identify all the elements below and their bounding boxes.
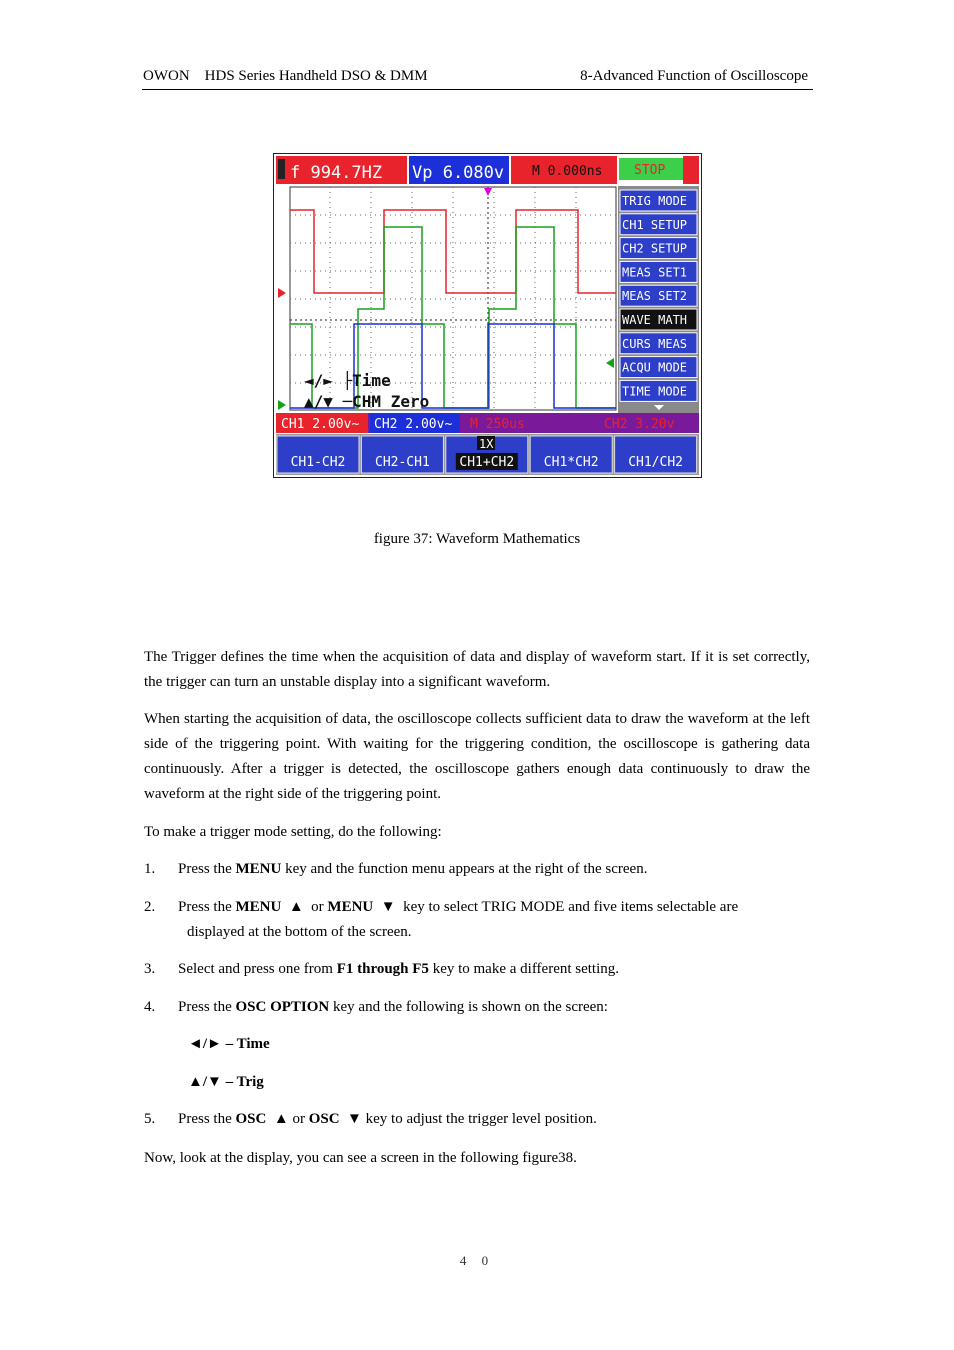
step-number: 2. [144, 899, 156, 915]
page-number: 4 0 [459, 1253, 495, 1268]
step-text: key to make a different setting. [428, 961, 620, 977]
step-text: Press the [178, 861, 236, 877]
oscilloscope-screen [273, 153, 702, 478]
header-left: OWON HDS Series Handheld DSO & DMM [143, 68, 428, 84]
timebase: M 250us [470, 417, 525, 432]
key-menu: MENU [235, 899, 282, 915]
step-text: key and the following is shown on the screen: [329, 999, 608, 1015]
menu-item-time-mode[interactable]: TIME MODE [622, 384, 688, 399]
key-osc: OSC [308, 1111, 340, 1127]
header-rule [142, 89, 813, 90]
paragraph-acquisition: When starting the acquisition of data, the oscilloscope collects sufficient data to draw the waveform at the left side of the triggering point. With waiting for the triggering condition, the oscilloscope is gathering data continuously. After a trigger is detected, the oscilloscope gathers enough data continuously to draw the waveform at the right side of the triggering point. [144, 711, 810, 802]
scope-svg [274, 154, 701, 477]
step-text: Press the [178, 1111, 236, 1127]
softkey-ch1-ch2[interactable]: CH1-CH2 [290, 455, 346, 470]
softkey-bar [276, 434, 699, 475]
step-number: 3. [144, 961, 156, 977]
step-number: 4. [144, 999, 156, 1015]
vp-readout: Vp 6.080v [412, 163, 505, 183]
menu-item-meas-set2[interactable]: MEAS SET2 [622, 289, 688, 304]
key-osc-option: OSC OPTION [235, 999, 330, 1015]
paragraph-trigger-definition: The Trigger defines the time when the acquisition of data and display of waveform start. If it is set correctly, the trigger can turn an unstable display into a significant waveform. [144, 649, 810, 690]
key-menu: MENU [235, 861, 282, 877]
step-number: 1. [144, 861, 156, 877]
hint-time: ◄/► ├Time [304, 371, 391, 390]
math-ground-marker [278, 400, 286, 410]
step-text: key and the function menu appears at the right of the screen. [281, 861, 648, 877]
ch1-scale: CH1 2.00v~ [281, 417, 360, 432]
trigger-level: CH2 3.20v [604, 417, 675, 432]
menu-item-meas-set1[interactable]: MEAS SET1 [622, 265, 688, 280]
timepos-readout: M 0.000ns [532, 164, 603, 179]
step-text: Press the [178, 899, 236, 915]
step-2-continued: displayed at the bottom of the screen. [187, 924, 412, 940]
header-right: 8-Advanced Function of Oscilloscope [580, 68, 808, 84]
hint-chm-zero: ▲/▼ ─CHM Zero [304, 392, 430, 411]
step-text: ▼ key to select TRIG MODE and five items selectable are [373, 899, 739, 915]
figure-caption: figure 37: Waveform Mathematics [373, 531, 581, 547]
menu-item-wave-math[interactable]: WAVE MATH [622, 313, 688, 327]
option-trig: ▲/▼ – Trig [188, 1074, 264, 1090]
function-menu [618, 186, 699, 413]
step-text: Press the [178, 999, 236, 1015]
step-text: ▲ or [266, 1111, 309, 1127]
menu-item-trig-mode[interactable]: TRIG MODE [622, 194, 688, 208]
option-time: ◄/► – Time [188, 1036, 270, 1052]
zoom-label: 1X [479, 437, 494, 451]
softkey-ch1-ch2[interactable]: CH1/CH2 [628, 455, 683, 470]
battery-icon [278, 159, 285, 179]
softkey-ch2-ch1[interactable]: CH2-CH1 [375, 455, 430, 470]
step-text: ▲ or [281, 899, 328, 915]
step-text: Select and press one from [178, 961, 337, 977]
step-text: ▼ key to adjust the trigger level position. [339, 1111, 597, 1127]
softkey-ch1-ch2[interactable]: CH1*CH2 [543, 455, 599, 470]
softkey-ch1-ch2[interactable]: CH1+CH2 [459, 455, 515, 470]
status-edge [683, 156, 699, 184]
ch1-ground-marker [278, 288, 286, 298]
menu-item-curs-meas[interactable]: CURS MEAS [622, 336, 688, 351]
menu-item-acqu-mode[interactable]: ACQU MODE [622, 360, 688, 375]
menu-item-ch1-setup[interactable]: CH1 SETUP [622, 217, 688, 232]
ch2-scale: CH2 2.00v~ [374, 417, 453, 432]
freq-readout: f 994.7HZ [290, 163, 383, 183]
paragraph-intro-steps: To make a trigger mode setting, do the following: [144, 824, 442, 840]
menu-item-ch2-setup[interactable]: CH2 SETUP [622, 241, 688, 256]
paragraph-closing: Now, look at the display, you can see a screen in the following figure38. [144, 1150, 577, 1166]
status-text: STOP [634, 163, 666, 178]
key-menu: MENU [327, 899, 374, 915]
key-osc: OSC [235, 1111, 267, 1127]
step-number: 5. [144, 1111, 156, 1127]
key-f1-f5: F1 through F5 [336, 961, 429, 977]
